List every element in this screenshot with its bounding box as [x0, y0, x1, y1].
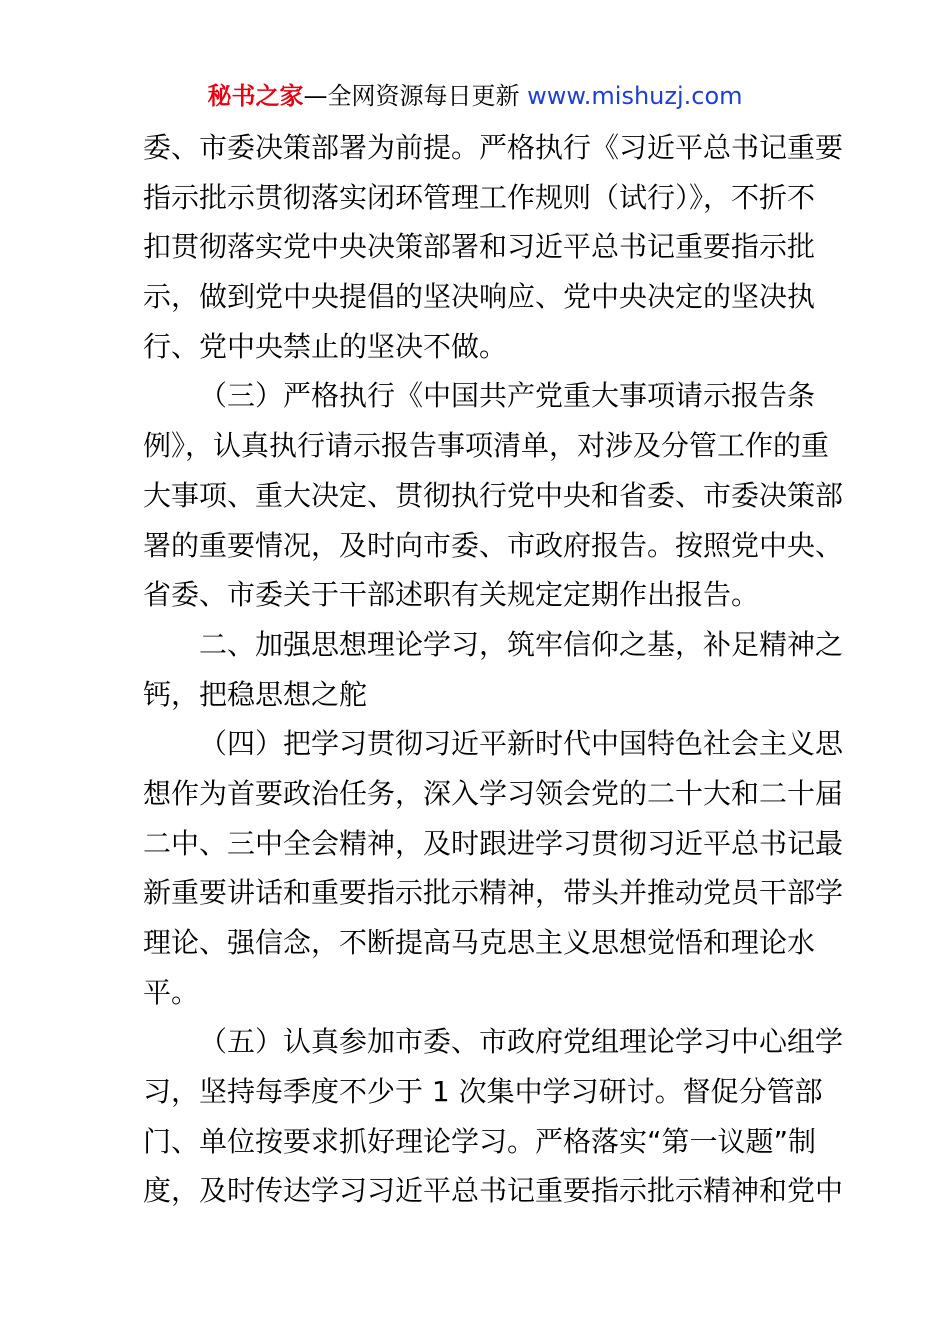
document-body: [143, 123, 844, 1216]
text-line: 示，做到党中央提倡的坚决响应、党中央决定的坚决执: [143, 280, 816, 314]
section-heading-line: （三）严格执行《中国共产党重大事项请示报告条: [199, 379, 816, 413]
section-heading-line: （四）把学习贯彻习近平新时代中国特色社会主义思: [199, 727, 844, 761]
text-line: 理论、强信念，不断提高马克思主义思想觉悟和理论水: [143, 926, 816, 959]
text-line: 习，坚持每季度不少于 1 次集中学习研讨。督促分管部: [143, 1075, 823, 1109]
text-line: 度，及时传达学习习近平总书记重要指示批示精神和党中: [143, 1174, 844, 1208]
text-line: 例》，认真执行请示报告事项清单，对涉及分管工作的重: [143, 429, 830, 463]
header-tagline: —全网资源每日更新: [303, 82, 528, 110]
text-line: 想作为首要政治任务，深入学习领会党的二十大和二十届: [143, 776, 844, 810]
text-line: 署的重要情况，及时向市委、市政府报告。按照党中央、: [143, 528, 844, 562]
text-line: 省委、市委关于干部述职有关规定定期作出报告。: [143, 578, 760, 612]
chapter-heading-line: 二、加强思想理论学习，筑牢信仰之基，补足精神之: [199, 627, 844, 661]
text-line: 平。: [143, 975, 200, 1009]
section-heading-line: （五）认真参加市委、市政府党组理论学习中心组学: [199, 1025, 844, 1059]
site-url-link[interactable]: www.mishuzj.com: [527, 82, 743, 110]
text-line: 大事项、重大决定、贯彻执行党中央和省委、市委决策部: [143, 478, 844, 512]
text-line: 行、党中央禁止的坚决不做。: [143, 329, 508, 363]
text-line: 二中、三中全会精神，及时跟进学习贯彻习近平总书记最: [143, 826, 844, 860]
site-header: [0, 80, 950, 112]
text-line: 指示批示贯彻落实闭环管理工作规则（试行）》，不折不: [143, 180, 816, 214]
text-line: 委、市委决策部署为前提。严格执行《习近平总书记重要: [143, 131, 844, 164]
text-line: 新重要讲话和重要指示批示精神，带头并推动党员干部学: [143, 876, 844, 910]
brand-name: 秘书之家: [207, 82, 304, 110]
text-line: 扣贯彻落实党中央决策部署和习近平总书记重要指示批: [143, 230, 816, 264]
text-line: 门、单位按要求抓好理论学习。严格落实“第一议题”制: [143, 1124, 817, 1158]
chapter-heading-line: 钙，把稳思想之舵: [143, 677, 368, 711]
